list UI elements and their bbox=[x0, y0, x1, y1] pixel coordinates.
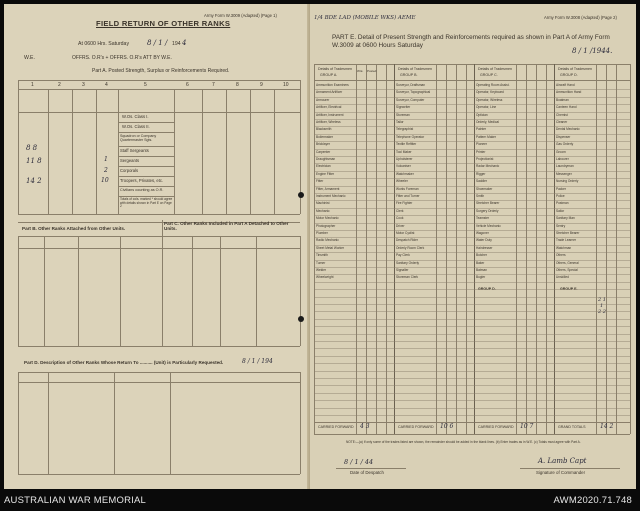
trade-label: Baker bbox=[476, 260, 485, 265]
col-number: 1 bbox=[31, 82, 34, 88]
trade-label: Motor Mechanic bbox=[316, 216, 339, 221]
trade-label: Sentry bbox=[556, 223, 566, 228]
trade-label: Laundryman bbox=[556, 164, 574, 169]
grid-row-line bbox=[314, 178, 630, 179]
signature-handwritten: A. Lamb Capt bbox=[538, 457, 587, 465]
rank-label: Troopers, Privates, etc. bbox=[120, 178, 164, 183]
part-d-date-handwritten: 8 / 1 / 194 bbox=[242, 358, 273, 365]
trade-label: Photographer bbox=[316, 223, 336, 228]
part-b-heading: Part B. Other Ranks Attached from Other Units. bbox=[22, 226, 126, 231]
grid-row-line bbox=[314, 97, 630, 98]
hand-count: 8 8 bbox=[26, 144, 38, 152]
grid-row-line bbox=[314, 282, 630, 283]
grid-row-line bbox=[314, 156, 630, 157]
at-hours-line: At 0600 Hrs. Saturday bbox=[78, 41, 130, 47]
trade-label: Pay Clerk bbox=[396, 253, 410, 258]
grid-row-line bbox=[314, 341, 630, 342]
trade-label: Canteen Hand bbox=[556, 105, 577, 110]
trade-label: Draughtsman bbox=[316, 157, 336, 161]
total-hand: 14 2 bbox=[600, 423, 614, 430]
total-hand: 10 6 bbox=[440, 423, 454, 430]
grid-row-line bbox=[314, 363, 630, 364]
grid-row-line bbox=[314, 163, 630, 164]
unit-handwritten: 1/4 BDE LAD (MOBILE WKS) AEME bbox=[314, 15, 416, 21]
trade-label: Sanitary Orderly bbox=[396, 260, 420, 265]
grid-row-line bbox=[314, 200, 630, 201]
trade-label: Teamster bbox=[476, 216, 490, 221]
group-e-hand: 1 bbox=[600, 303, 604, 309]
trade-label: Messenger bbox=[556, 171, 572, 176]
officers-line: OFFRS. O.R's + OFFRS. O.R's ATT BY W.E. bbox=[72, 55, 172, 61]
grid-row-line bbox=[314, 311, 630, 312]
group-e-hand: 2 1 bbox=[598, 297, 606, 303]
credit-bar bbox=[0, 489, 640, 511]
part-e-date-handwritten: 8 / 1 /1944. bbox=[572, 47, 613, 55]
trade-label: Painter bbox=[476, 127, 487, 132]
col-header: Details of Tradesmen bbox=[558, 67, 592, 71]
hand-count: 1 bbox=[104, 156, 108, 163]
grid-row-line bbox=[314, 334, 630, 335]
grid-row-line bbox=[314, 230, 630, 231]
col-header: Details of Tradesmen bbox=[398, 67, 432, 71]
trade-label: Upholsterer bbox=[396, 157, 413, 161]
grid-row-line bbox=[314, 252, 630, 253]
trade-label: Telephone Operator bbox=[396, 134, 425, 139]
trade-label: Chemist bbox=[556, 112, 568, 117]
trade-label: Packer bbox=[556, 186, 566, 191]
col-number: 7 bbox=[212, 82, 215, 88]
trade-label: Smith bbox=[476, 194, 485, 198]
trade-label: Dental Mechanic bbox=[556, 127, 580, 132]
trade-label: Orderly, Medical bbox=[476, 120, 499, 124]
trade-label: Fire Fighter bbox=[396, 201, 413, 206]
trade-label: Fitter and Turner bbox=[396, 194, 420, 198]
credit-right: AWM2020.71.748 bbox=[553, 495, 632, 506]
signature-label: Signature of Commander bbox=[536, 470, 586, 475]
grid-row-line bbox=[314, 126, 630, 127]
trade-label: Artificer, Electrical bbox=[316, 105, 342, 110]
grid-row-line bbox=[314, 171, 630, 172]
trade-label: Sailor bbox=[556, 208, 565, 213]
trade-label: Others, General bbox=[556, 260, 579, 265]
trade-label: Projectionist bbox=[476, 157, 494, 161]
right-page bbox=[310, 4, 636, 489]
grid-row-line bbox=[314, 149, 630, 150]
col-number: 2 bbox=[58, 82, 61, 88]
trade-label: Machinist bbox=[316, 201, 330, 206]
part-a-heading: Part A. Posted Strength, Surplus or Reinforcements Required. bbox=[92, 68, 230, 74]
trade-label: Despatch Rider bbox=[396, 238, 418, 243]
trade-label: Orderly Room Clerk bbox=[396, 245, 425, 250]
grid-row-line bbox=[314, 400, 630, 401]
trade-label: Unskilled bbox=[556, 275, 569, 280]
trade-label: Water Duty bbox=[476, 238, 492, 243]
we-label: W.E. bbox=[24, 55, 35, 61]
trade-label: Instrument Mechanic bbox=[316, 194, 346, 198]
col-number: 3 bbox=[82, 82, 85, 88]
group-d-header: GROUP D. bbox=[478, 287, 496, 291]
col-number: 4 bbox=[105, 82, 108, 88]
grid-row-line bbox=[314, 289, 630, 290]
col-header: Details of Tradesmen bbox=[318, 67, 352, 71]
trade-label: Stretcher Bearer bbox=[556, 231, 580, 235]
trade-label: Armament Artificer bbox=[316, 90, 343, 95]
trade-label: Boatman bbox=[556, 97, 569, 102]
trade-label: Electrician bbox=[316, 164, 331, 169]
trade-label: Pioneer bbox=[476, 142, 487, 147]
total-hand: 4 3 bbox=[360, 423, 370, 430]
grid-row-line bbox=[314, 223, 630, 224]
grid-row-line bbox=[314, 186, 630, 187]
grid-row-line bbox=[314, 415, 630, 416]
trade-label: Clerk bbox=[396, 208, 404, 213]
trade-label: Vulcaniser bbox=[396, 164, 411, 169]
col-header: Posted bbox=[367, 69, 377, 73]
punch-hole bbox=[298, 192, 304, 198]
trade-label: Bugler bbox=[476, 275, 486, 280]
grid-row-line bbox=[314, 304, 630, 305]
trade-label: Operator, Line bbox=[476, 105, 497, 110]
left-page bbox=[4, 4, 311, 489]
grid-row-line bbox=[314, 112, 630, 113]
col-number: 6 bbox=[186, 82, 189, 88]
trade-label: Aircraft Hand bbox=[556, 83, 575, 87]
part-e-title: PART E. Detail of Present Strength and Reinforcements required as shown in Part A of Army Form W.3009 at 0600 Hours Saturday bbox=[332, 34, 610, 50]
trade-label: Radar Mechanic bbox=[476, 164, 500, 169]
trade-label: Printer bbox=[476, 149, 486, 154]
total-label: CARRIED FORWARD bbox=[478, 425, 514, 429]
left-year-handwritten: 4 bbox=[182, 39, 187, 47]
trade-label: Ammunition Hand bbox=[556, 90, 582, 95]
trade-label: Cleaner bbox=[556, 120, 568, 124]
punch-hole bbox=[298, 316, 304, 322]
grid-row-line bbox=[314, 348, 630, 349]
scanned-document bbox=[4, 4, 636, 489]
trade-label: Carpenter bbox=[316, 149, 331, 154]
trade-label: Telegraphist bbox=[396, 127, 414, 132]
grid-row-line bbox=[314, 141, 630, 142]
hand-count: 10 bbox=[101, 177, 109, 184]
group-e-hand: 2 2 bbox=[598, 309, 606, 315]
trade-label: Storeman Clerk bbox=[396, 275, 419, 280]
trade-label: Ammunition Examiners bbox=[316, 83, 349, 87]
rank-label: Totals of cols. marked * should agree with details shown in Part E on Page 2 bbox=[120, 197, 173, 209]
trade-label: Operator, Keyboard bbox=[476, 90, 504, 95]
rank-label: Corporals bbox=[120, 168, 139, 173]
trade-label: Optician bbox=[476, 112, 488, 117]
total-label: CARRIED FORWARD bbox=[398, 425, 434, 429]
grid-row-line bbox=[314, 378, 630, 379]
rank-label: W.Os. Class II. bbox=[122, 124, 150, 129]
trade-label: Butcher bbox=[476, 253, 487, 258]
trade-label: Others bbox=[556, 253, 566, 258]
trade-label: Wagoner bbox=[476, 231, 489, 235]
total-label: GRAND TOTALS bbox=[558, 425, 586, 429]
trade-label: Bricklayer bbox=[316, 142, 330, 147]
grid-row-line bbox=[314, 393, 630, 394]
trade-label: Engine Fitter bbox=[316, 171, 335, 176]
trade-label: Radio Mechanic bbox=[316, 238, 339, 243]
trade-label: Stretcher Bearer bbox=[476, 201, 500, 206]
trade-label: Police bbox=[556, 194, 565, 198]
trade-label: Sanitary Man bbox=[556, 216, 575, 221]
grid-row-line bbox=[314, 104, 630, 105]
grid-row-line bbox=[314, 260, 630, 261]
trade-label: Artificer, Instrument bbox=[316, 112, 344, 117]
trade-label: Textile Refitter bbox=[396, 142, 417, 147]
rank-label: Staff Sergeants bbox=[120, 148, 149, 153]
trade-label: Others, Special bbox=[556, 268, 578, 272]
trade-label: Boilermaker bbox=[316, 134, 334, 139]
grid-row-line bbox=[314, 215, 630, 216]
trade-label: Surveyor, Topographical bbox=[396, 90, 431, 95]
trade-label: Postman bbox=[556, 201, 569, 206]
trade-label: Blacksmith bbox=[316, 127, 332, 132]
trade-label: Pattern Maker bbox=[476, 134, 497, 139]
group-header: GROUP B. bbox=[400, 73, 418, 77]
trade-label: Mechanic bbox=[316, 208, 330, 213]
trade-label: Shoemaker bbox=[476, 186, 493, 191]
trade-label: Watchmaker bbox=[396, 171, 414, 176]
trade-label: Surgery Orderly bbox=[476, 208, 499, 213]
hand-count: 14 2 bbox=[26, 177, 42, 185]
grid-row-line bbox=[314, 326, 630, 327]
trade-label: Cook bbox=[396, 216, 404, 221]
trade-label: Operator, Wireless bbox=[476, 97, 503, 102]
grid-row-line bbox=[314, 89, 630, 90]
trade-label: Nursing Orderly bbox=[556, 179, 579, 184]
hand-count: 2 bbox=[104, 167, 108, 174]
rank-label: Civilians counting as O.R. bbox=[120, 188, 164, 192]
left-year-text: 194 bbox=[172, 41, 181, 47]
col-number: 9 bbox=[260, 82, 263, 88]
total-hand: 10 7 bbox=[520, 423, 534, 430]
group-header: GROUP C. bbox=[480, 73, 498, 77]
right-form-ref: Army Form W.3008 (Adapted) (Page 2) bbox=[544, 15, 617, 20]
left-date-handwritten: 8 / 1 / bbox=[147, 39, 168, 47]
grid-row-line bbox=[314, 267, 630, 268]
trade-label: Saddler bbox=[476, 179, 487, 184]
trade-label: Labourer bbox=[556, 157, 569, 161]
total-label: CARRIED FORWARD bbox=[318, 425, 354, 429]
grid-row-line bbox=[314, 119, 630, 120]
grid-row-line bbox=[314, 245, 630, 246]
col-number: 10 bbox=[283, 82, 289, 88]
grid-row-line bbox=[314, 297, 630, 298]
trade-label: Works Foreman bbox=[396, 186, 419, 191]
left-form-ref: Army Form W.3009 (Adapted) (Page 1) bbox=[204, 13, 277, 18]
grid-row-line bbox=[314, 134, 630, 135]
grid-row-line bbox=[314, 371, 630, 372]
trade-label: Turner bbox=[316, 260, 326, 265]
grid-row-line bbox=[314, 408, 630, 409]
trade-label: Sheet Metal Worker bbox=[316, 245, 345, 250]
col-number: 5 bbox=[144, 82, 147, 88]
date-of-despatch-label: Date of Despatch bbox=[350, 470, 384, 475]
trade-label: Groom bbox=[556, 149, 566, 154]
grid-row-line bbox=[314, 193, 630, 194]
trade-label: Watchman bbox=[556, 245, 572, 250]
col-number: 8 bbox=[236, 82, 239, 88]
trade-label: Gas Orderly bbox=[556, 142, 574, 147]
trade-label: Wheelwright bbox=[316, 275, 334, 280]
trade-label: Armourer bbox=[316, 97, 330, 102]
hand-count: 11 8 bbox=[26, 157, 42, 165]
trade-label: Surveyor, Computer bbox=[396, 97, 425, 102]
trade-label: Signaller bbox=[396, 268, 409, 272]
group-e-header: GROUP E. bbox=[560, 287, 578, 291]
trade-label: Operating Room Assist. bbox=[476, 83, 510, 87]
grid-row-line bbox=[314, 356, 630, 357]
trade-label: Signwriter bbox=[396, 105, 411, 110]
grid-row-line bbox=[314, 319, 630, 320]
grid-row-line bbox=[314, 385, 630, 386]
trade-label: Batman bbox=[476, 268, 487, 272]
trade-label: Hairdresser bbox=[476, 245, 493, 250]
credit-left: AUSTRALIAN WAR MEMORIAL bbox=[4, 495, 147, 506]
rank-label: Squadron or Company Quartermaster Sgts. bbox=[120, 134, 157, 142]
trade-label: Tailor bbox=[396, 120, 404, 124]
rank-label: W.Os. Class I. bbox=[122, 114, 149, 119]
trade-label: Driver bbox=[396, 223, 405, 228]
trade-label: Vehicle Mechanic bbox=[476, 223, 501, 228]
left-page-title: FIELD RETURN OF OTHER RANKS bbox=[96, 19, 231, 28]
rank-label: Sergeants bbox=[120, 158, 140, 163]
group-header: GROUP D. bbox=[560, 73, 578, 77]
trade-label: Storeman bbox=[396, 112, 410, 117]
trade-label: Dispenser bbox=[556, 134, 571, 139]
trade-label: Fitter bbox=[316, 179, 324, 184]
trade-label: Rigger bbox=[476, 171, 486, 176]
trade-label: Fitter, Armament bbox=[316, 186, 340, 191]
trade-label: Artificer, Wireless bbox=[316, 120, 341, 124]
trade-label: Wheeler bbox=[396, 179, 408, 184]
trade-label: Surveyor, Draftsman bbox=[396, 83, 426, 87]
grid-row-line bbox=[314, 208, 630, 209]
part-d-heading: Part D. Description of Other Ranks Whose Return To .......... (Unit) is Particularly Requested. bbox=[24, 360, 224, 365]
trade-label: Motor Cyclist bbox=[396, 231, 415, 235]
part-c-heading: Part C. Other Ranks Included in Part A Detached to Other Units. bbox=[164, 221, 289, 231]
despatch-date-handwritten: 8 / 1 / 44 bbox=[344, 458, 374, 466]
group-header: GROUP A. bbox=[320, 73, 338, 77]
trade-label: Tinsmith bbox=[316, 253, 328, 258]
trade-label: Tool Maker bbox=[396, 149, 412, 154]
trade-label: Welder bbox=[316, 268, 327, 272]
notes-text: NOTE:—(a) If only some of the trades listed are shown, the remainder should be added in the blank lines. (b) Enter trades as in W.E. (c) Totals must agree with Part A. bbox=[346, 440, 581, 444]
trade-label: Plumber bbox=[316, 231, 328, 235]
col-header: W.E. bbox=[357, 69, 364, 73]
trade-label: Trade Learner bbox=[556, 238, 577, 243]
grid-row-line bbox=[314, 237, 630, 238]
col-header: Details of Tradesmen bbox=[478, 67, 512, 71]
grid-row-line bbox=[314, 274, 630, 275]
